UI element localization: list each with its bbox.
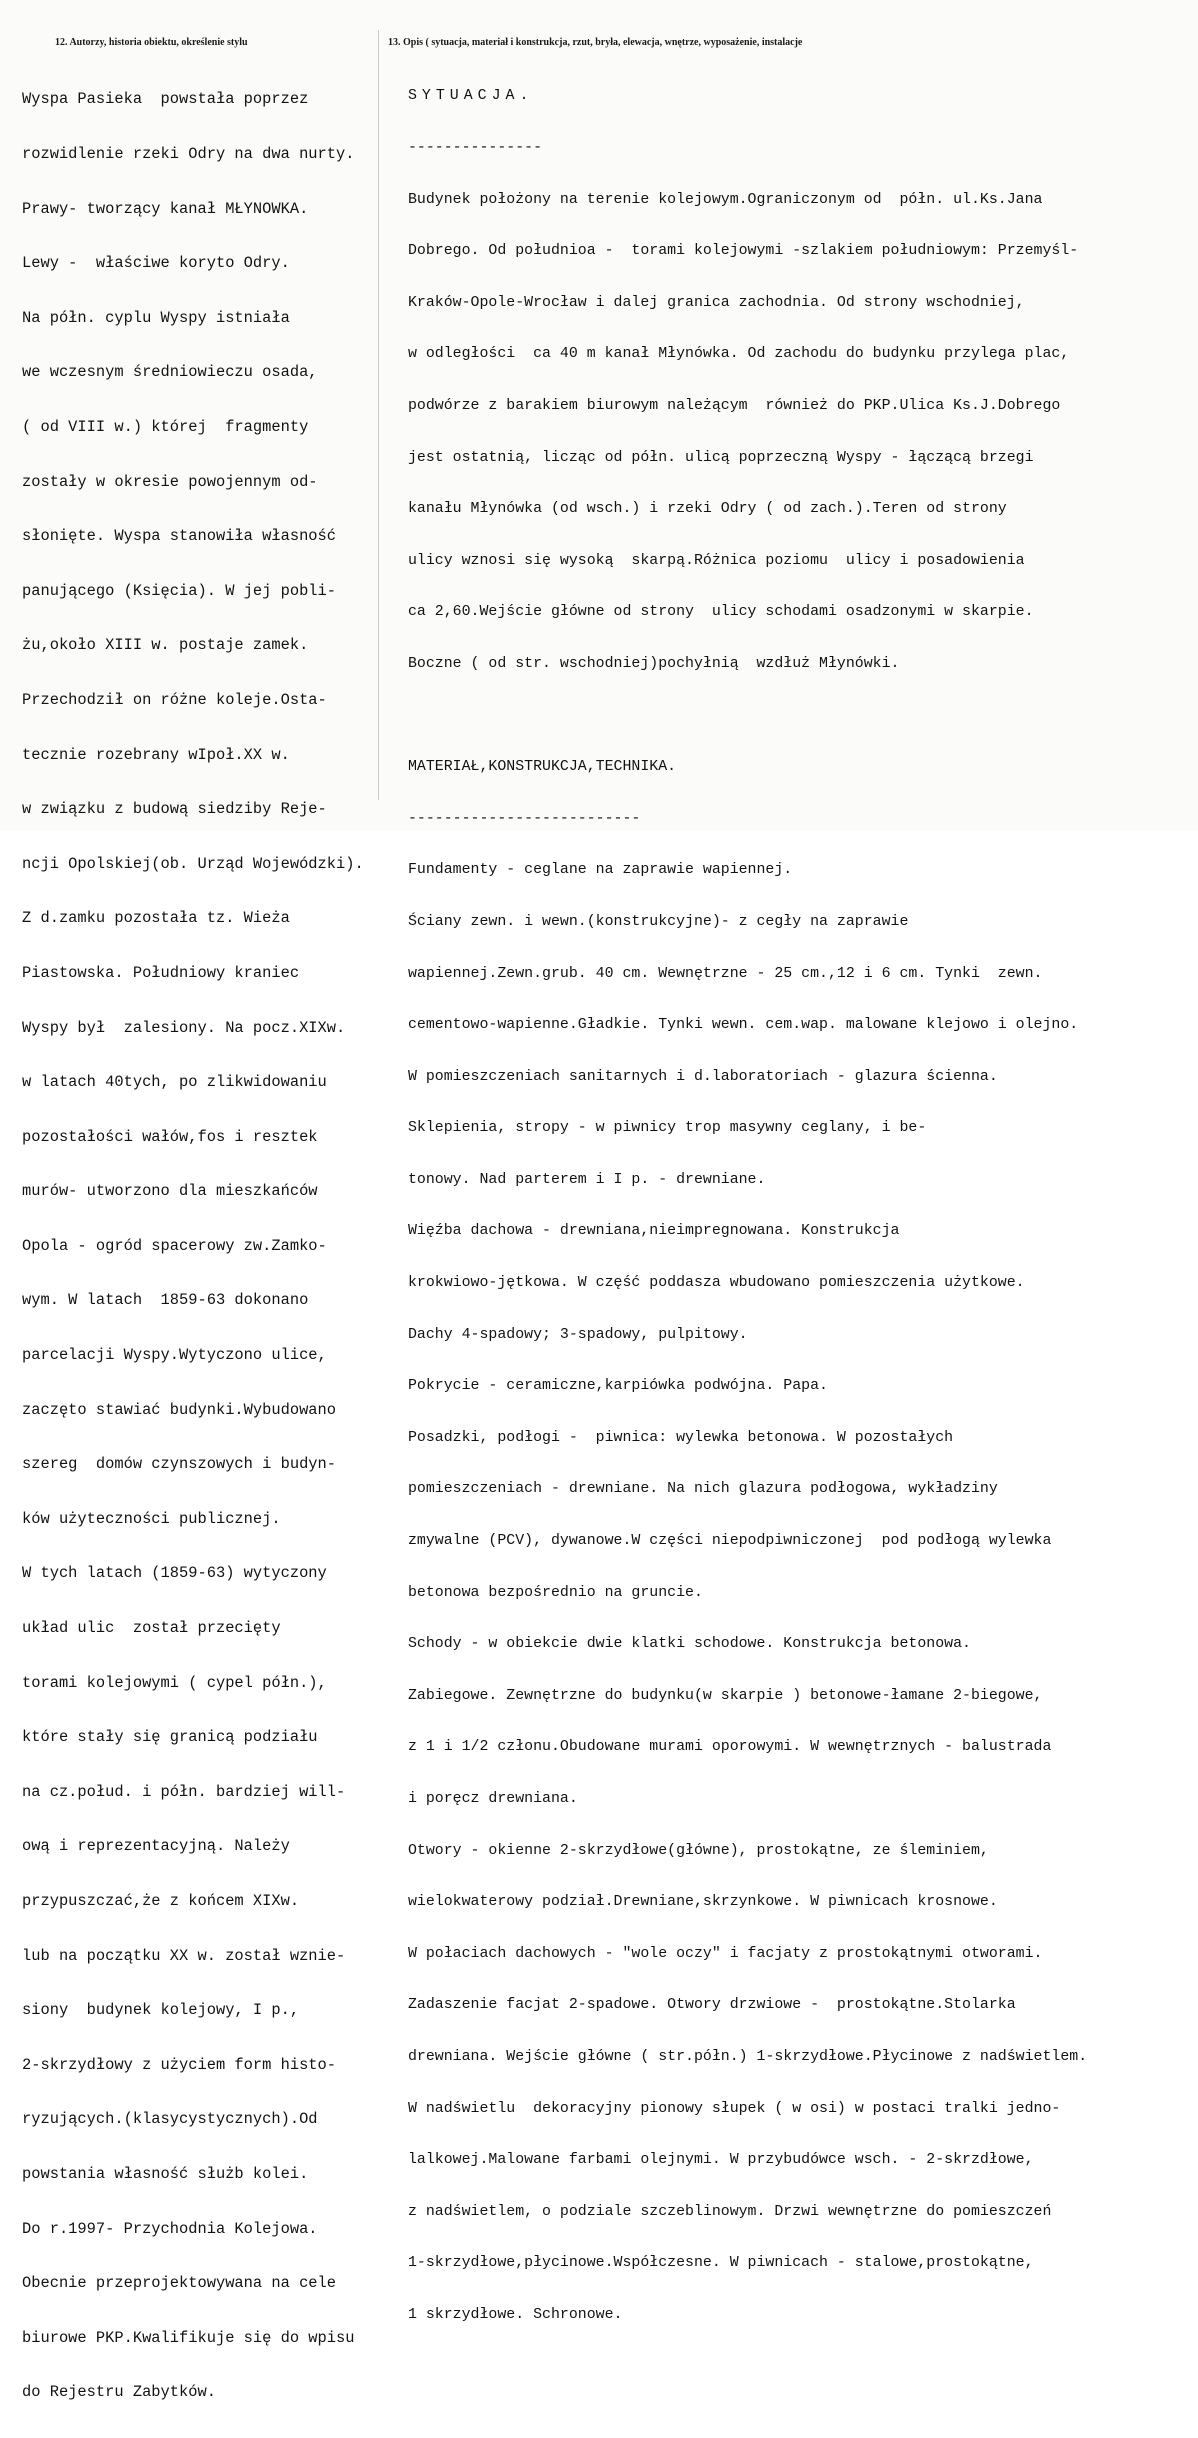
history-line: Z d.zamku pozostała tz. Wieża — [22, 909, 290, 928]
column-divider — [378, 30, 379, 800]
description-line: Schody - w obiekcie dwie klatki schodowe. Konstrukcja betonowa. — [408, 1636, 971, 1653]
description-line: i poręcz drewniana. — [408, 1791, 578, 1807]
history-line: które stały się granicą podziału — [22, 1728, 318, 1747]
history-line: szereg domów czynszowych i budyn- — [22, 1455, 337, 1474]
history-line: zostały w okresie powojennym od- — [22, 472, 318, 491]
history-line: Lewy - właściwe koryto Odry. — [22, 254, 290, 273]
history-line: powstania własność służb kolei. — [22, 2164, 309, 2183]
description-line: Boczne ( od str. wschodniej)pochyłnią wzdłuż Młynówki. — [408, 655, 900, 672]
history-line: ową i reprezentacyjną. Należy — [22, 1837, 290, 1856]
description-column — [408, 54, 1178, 2359]
history-line: Piastowska. Południowy kraniec — [22, 963, 300, 982]
history-line: Przechodził on różne koleje.Osta- — [22, 690, 327, 709]
description-line: Zabiegowe. Zewnętrzne do budynku(w skarpie ) betonowe-łamane 2-biegowe, — [408, 1687, 1043, 1704]
history-line: Wyspa Pasieka powstała poprzez — [22, 90, 309, 109]
description-line: W połaciach dachowych - "wole oczy" i facjaty z prostokątnymi otworami. — [408, 1945, 1043, 1962]
description-line: lalkowej.Malowane farbami olejnymi. W przybudówce wsch. - 2-skrzdłowe, — [408, 2152, 1034, 2169]
description-line: pomieszczeniach - drewniane. Na nich glazura podłogowa, wykładziny — [408, 1481, 998, 1498]
heading-underline: --------------- — [408, 140, 543, 156]
section-13-header: 13. Opis ( sytuacja, materiał i konstrukcja, rzut, bryła, elewacja, wnętrze, wyposażenie, instalacje — [388, 37, 803, 48]
history-line: murów- utworzono dla mieszkańców — [22, 1182, 318, 1201]
history-line: w związku z budową siedziby Reje- — [22, 800, 327, 819]
description-line: wapiennej.Zewn.grub. 40 cm. Wewnętrzne - 25 cm.,12 i 6 cm. Tynki zewn. — [408, 965, 1043, 982]
history-line: do Rejestru Zabytków. — [22, 2383, 216, 2402]
description-line: Więźba dachowa - drewniana,nieimpregnowana. Konstrukcja — [408, 1223, 900, 1240]
history-line: przypuszczać,że z końcem XIXw. — [22, 1892, 300, 1910]
history-column — [22, 54, 374, 2438]
description-line: zmywalne (PCV), dywanowe.W części niepodpiwniczonej pod podłogą wylewka — [408, 1533, 1052, 1550]
history-line: słonięte. Wyspa stanowiła własność — [22, 527, 337, 546]
description-line: w odległości ca 40 m kanał Młynówka. Od zachodu do budynku przylega plac, — [408, 346, 1070, 363]
description-line: 1 skrzydłowe. Schronowe. — [408, 2306, 623, 2323]
description-line: W nadświetlu dekoracyjny pionowy słupek ( w osi) w postaci tralki jedno- — [408, 2100, 1061, 2117]
history-line: Obecnie przeprojektowywana na cele — [22, 2274, 337, 2293]
section-heading-situation: SYTUACJA. — [408, 88, 534, 105]
description-line: podwórze z barakiem biurowym należącym również do PKP.Ulica Ks.J.Dobrego — [408, 397, 1061, 414]
description-line: Sklepienia, stropy - w piwnicy trop masywny ceglany, i be- — [408, 1120, 927, 1137]
history-line: wym. W latach 1859-63 dokonano — [22, 1291, 309, 1310]
description-line: tonowy. Nad parterem i I p. - drewniane. — [408, 1171, 766, 1188]
description-line: ca 2,60.Wejście główne od strony ulicy schodami osadzonymi w skarpie. — [408, 604, 1034, 621]
history-line: zaczęto stawiać budynki.Wybudowano — [22, 1400, 337, 1419]
history-line: torami kolejowymi ( cypel półn.), — [22, 1673, 327, 1692]
history-line: ków użyteczności publicznej. — [22, 1509, 281, 1528]
heading-underline: -------------------------- — [408, 810, 641, 827]
description-line: Kraków-Opole-Wrocław i dalej granica zachodnia. Od strony wschodniej, — [408, 294, 1025, 311]
description-line: 1-skrzydłowe,płycinowe.Współczesne. W piwnicach - stalowe,prostokątne, — [408, 2255, 1034, 2272]
description-line: betonowa bezpośrednio na gruncie. — [408, 1584, 703, 1601]
history-line: rozwidlenie rzeki Odry na dwa nurty. — [22, 145, 355, 163]
section-heading-material: MATERIAŁ,KONSTRUKCJA,TECHNIKA. — [408, 759, 677, 776]
description-line: Dobrego. Od południoa - torami kolejowymi -szlakiem południowym: Przemyśl- — [408, 243, 1079, 260]
history-line: 2-skrzydłowy z użyciem form histo- — [22, 2055, 337, 2074]
description-line: krokwiowo-jętkowa. W część poddasza wbudowano pomieszczenia użytkowe. — [408, 1275, 1025, 1292]
history-line: biurowe PKP.Kwalifikuje się do wpisu — [22, 2328, 355, 2347]
description-line: Zadaszenie facjat 2-spadowe. Otwory drzwiowe - prostokątne.Stolarka — [408, 1997, 1016, 2014]
description-line: drewniana. Wejście główne ( str.półn.) 1-skrzydłowe.Płycinowe z nadświetlem. — [408, 2048, 1088, 2065]
description-line: z nadświetlem, o podziale szczeblinowym. Drzwi wewnętrzne do pomieszczeń — [408, 2203, 1052, 2220]
description-line: Ściany zewn. i wewn.(konstrukcyjne)- z cegły na zaprawie — [408, 913, 909, 930]
history-line: Wyspy był zalesiony. Na pocz.XIXw. — [22, 1018, 346, 1037]
history-line: żu,około XIII w. postaje zamek. — [22, 636, 309, 655]
section-12-header: 12. Autorzy, historia obiektu, określenie stylu — [55, 37, 248, 48]
history-line: tecznie rozebrany wIpoł.XX w. — [22, 745, 290, 764]
description-line: wielokwaterowy podział.Drewniane,skrzynkowe. W piwnicach krosnowe. — [408, 1894, 998, 1911]
history-line: parcelacji Wyspy.Wytyczono ulice, — [22, 1346, 327, 1365]
description-line: cementowo-wapienne.Gładkie. Tynki wewn. cem.wap. malowane klejowo i olejno. — [408, 1017, 1079, 1034]
description-line: jest ostatnią, licząc od półn. ulicą poprzeczną Wyspy - łączącą brzegi — [408, 449, 1034, 466]
history-line: panującego (Księcia). W jej pobli- — [22, 581, 337, 600]
history-line: układ ulic został przecięty — [22, 1619, 281, 1638]
history-line: we wczesnym średniowieczu osada, — [22, 363, 318, 382]
history-line: ryzujących.(klasycystycznych).Od — [22, 2110, 318, 2129]
history-line: W tych latach (1859-63) wytyczony — [22, 1564, 327, 1583]
history-line: w latach 40tych, po zlikwidowaniu — [22, 1073, 327, 1092]
history-line: pozostałości wałów,fos i resztek — [22, 1127, 318, 1146]
history-line: Do r.1997- Przychodnia Kolejowa. — [22, 2219, 318, 2238]
description-line: kanału Młynówka (od wsch.) i rzeki Odry ( od zach.).Teren od strony — [408, 501, 1007, 518]
history-line: Opola - ogród spacerowy zw.Zamko- — [22, 1236, 327, 1255]
description-line: ulicy wznosi się wysoką skarpą.Różnica poziomu ulicy i posadowienia — [408, 552, 1025, 569]
description-line: Budynek położony na terenie kolejowym.Ograniczonym od półn. ul.Ks.Jana — [408, 191, 1043, 208]
description-line: z 1 i 1/2 członu.Obudowane murami oporowymi. W wewnętrznych - balustrada — [408, 1739, 1052, 1756]
history-line: ncji Opolskiej(ob. Urząd Wojewódzki). — [22, 854, 364, 873]
description-line: Posadzki, podłogi - piwnica: wylewka betonowa. W pozostałych — [408, 1429, 954, 1446]
history-line: siony budynek kolejowy, I p., — [22, 2001, 300, 2020]
history-line: Na półn. cyplu Wyspy istniała — [22, 308, 290, 327]
description-line: Fundamenty - ceglane na zaprawie wapiennej. — [408, 862, 793, 879]
description-line: W pomieszczeniach sanitarnych i d.laboratoriach - glazura ścienna. — [408, 1068, 998, 1085]
description-line: Otwory - okienne 2-skrzydłowe(główne), prostokątne, ze śleminiem, — [408, 1842, 989, 1859]
description-line: Pokrycie - ceramiczne,karpiówka podwójna. Papa. — [408, 1378, 828, 1395]
description-line: Dachy 4-spadowy; 3-spadowy, pulpitowy. — [408, 1326, 748, 1343]
history-line: lub na początku XX w. został wznie- — [22, 1946, 346, 1965]
history-line: ( od VIII w.) której fragmenty — [22, 417, 309, 436]
blank-line — [408, 708, 1178, 725]
history-line: na cz.połud. i półn. bardziej will- — [22, 1782, 346, 1801]
history-line: Prawy- tworzący kanał MŁYNOWKA. — [22, 199, 309, 218]
